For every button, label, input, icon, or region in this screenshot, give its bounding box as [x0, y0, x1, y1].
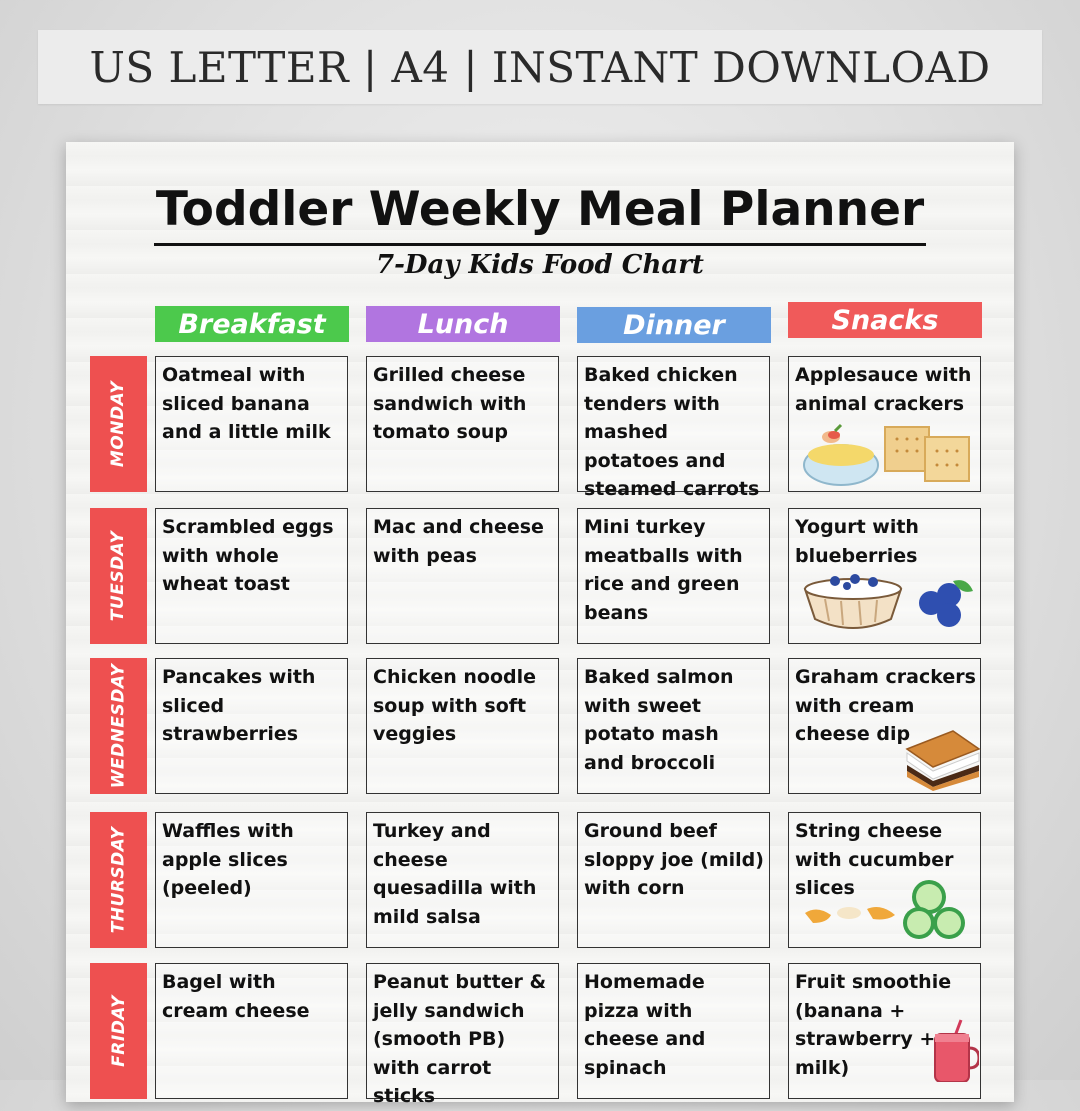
planner-title: Toddler Weekly Meal Planner [155, 182, 925, 237]
meal-cell-thursday-snacks [788, 812, 981, 948]
day-label-tuesday [90, 508, 147, 644]
meal-cell-wednesday-breakfast [155, 658, 348, 794]
applesauce-crackers-icon [801, 421, 973, 495]
meal-text: Scrambled eggs with whole wheat toast [162, 516, 334, 595]
column-header-lunch: Lunch [366, 306, 560, 342]
meal-text: Mac and cheese with peas [373, 516, 544, 567]
title-underline [154, 243, 926, 246]
cucumber-cheese-icon [797, 877, 969, 947]
day-text: THURSDAY [108, 826, 129, 934]
meal-text: Turkey and cheese quesadilla with mild salsa [373, 820, 537, 928]
day-text: MONDAY [108, 380, 129, 468]
meal-cell-wednesday-dinner [577, 658, 770, 794]
meal-cell-tuesday-breakfast [155, 508, 348, 644]
meal-text: Baked salmon with sweet potato mash and broccoli [584, 666, 734, 774]
meal-text: Graham crackers with cream cheese dip [795, 666, 976, 745]
meal-cell-tuesday-dinner [577, 508, 770, 644]
day-label-thursday [90, 812, 147, 948]
day-label-wednesday [90, 658, 147, 794]
meal-text: Baked chicken tenders with mashed potatoes and steamed carrots [584, 364, 760, 500]
meal-text: String cheese with cucumber slices [795, 820, 954, 899]
smoothie-jar-icon [931, 1018, 979, 1086]
meal-cell-monday-snacks [788, 356, 981, 492]
meal-text: Ground beef sloppy joe (mild) with corn [584, 820, 764, 899]
meal-cell-friday-breakfast [155, 963, 348, 1099]
meal-cell-friday-snacks [788, 963, 981, 1099]
yogurt-blueberries-icon [803, 573, 979, 641]
graham-cracker-icon [901, 727, 983, 795]
column-header-snacks: Snacks [788, 302, 982, 338]
day-label-friday [90, 963, 147, 1099]
day-text: FRIDAY [108, 995, 129, 1067]
meal-cell-thursday-dinner [577, 812, 770, 948]
meal-cell-monday-lunch [366, 356, 559, 492]
meal-cell-monday-dinner [577, 356, 770, 500]
meal-text: Bagel with cream cheese [162, 971, 310, 1022]
meal-text: Applesauce with animal crackers [795, 364, 972, 415]
meal-text: Homemade pizza with cheese and spinach [584, 971, 706, 1079]
meal-text: Grilled cheese sandwich with tomato soup [373, 364, 527, 443]
meal-cell-wednesday-lunch [366, 658, 559, 794]
column-header-dinner: Dinner [577, 307, 771, 343]
meal-cell-thursday-lunch [366, 812, 559, 948]
meal-text: Oatmeal with sliced banana and a little milk [162, 364, 331, 443]
day-label-monday [90, 356, 147, 492]
meal-cell-friday-lunch [366, 963, 559, 1107]
meal-text: Yogurt with blueberries [795, 516, 919, 567]
meal-text: Chicken noodle soup with soft veggies [373, 666, 537, 745]
meal-text: Peanut butter & jelly sandwich (smooth PB) with carrot sticks [373, 971, 547, 1107]
day-text: TUESDAY [108, 530, 129, 622]
meal-text: Pancakes with sliced strawberries [162, 666, 316, 745]
day-text: WEDNESDAY [108, 663, 129, 789]
meal-cell-friday-dinner [577, 963, 770, 1099]
meal-cell-tuesday-lunch [366, 508, 559, 644]
meal-cell-monday-breakfast [155, 356, 348, 492]
planner-subtitle: 7-Day Kids Food Chart [376, 250, 704, 280]
meal-text: Fruit smoothie (banana + strawberry + milk) [795, 971, 952, 1079]
meal-cell-tuesday-snacks [788, 508, 981, 644]
planner-sheet [66, 142, 1014, 1107]
meal-text: Waffles with apple slices (peeled) [162, 820, 294, 899]
meal-cell-wednesday-snacks [788, 658, 981, 794]
meal-text: Mini turkey meatballs with rice and green beans [584, 516, 743, 624]
column-header-breakfast: Breakfast [155, 306, 349, 342]
meal-cell-thursday-breakfast [155, 812, 348, 948]
format-banner: US LETTER | A4 | INSTANT DOWNLOAD [38, 30, 1042, 104]
